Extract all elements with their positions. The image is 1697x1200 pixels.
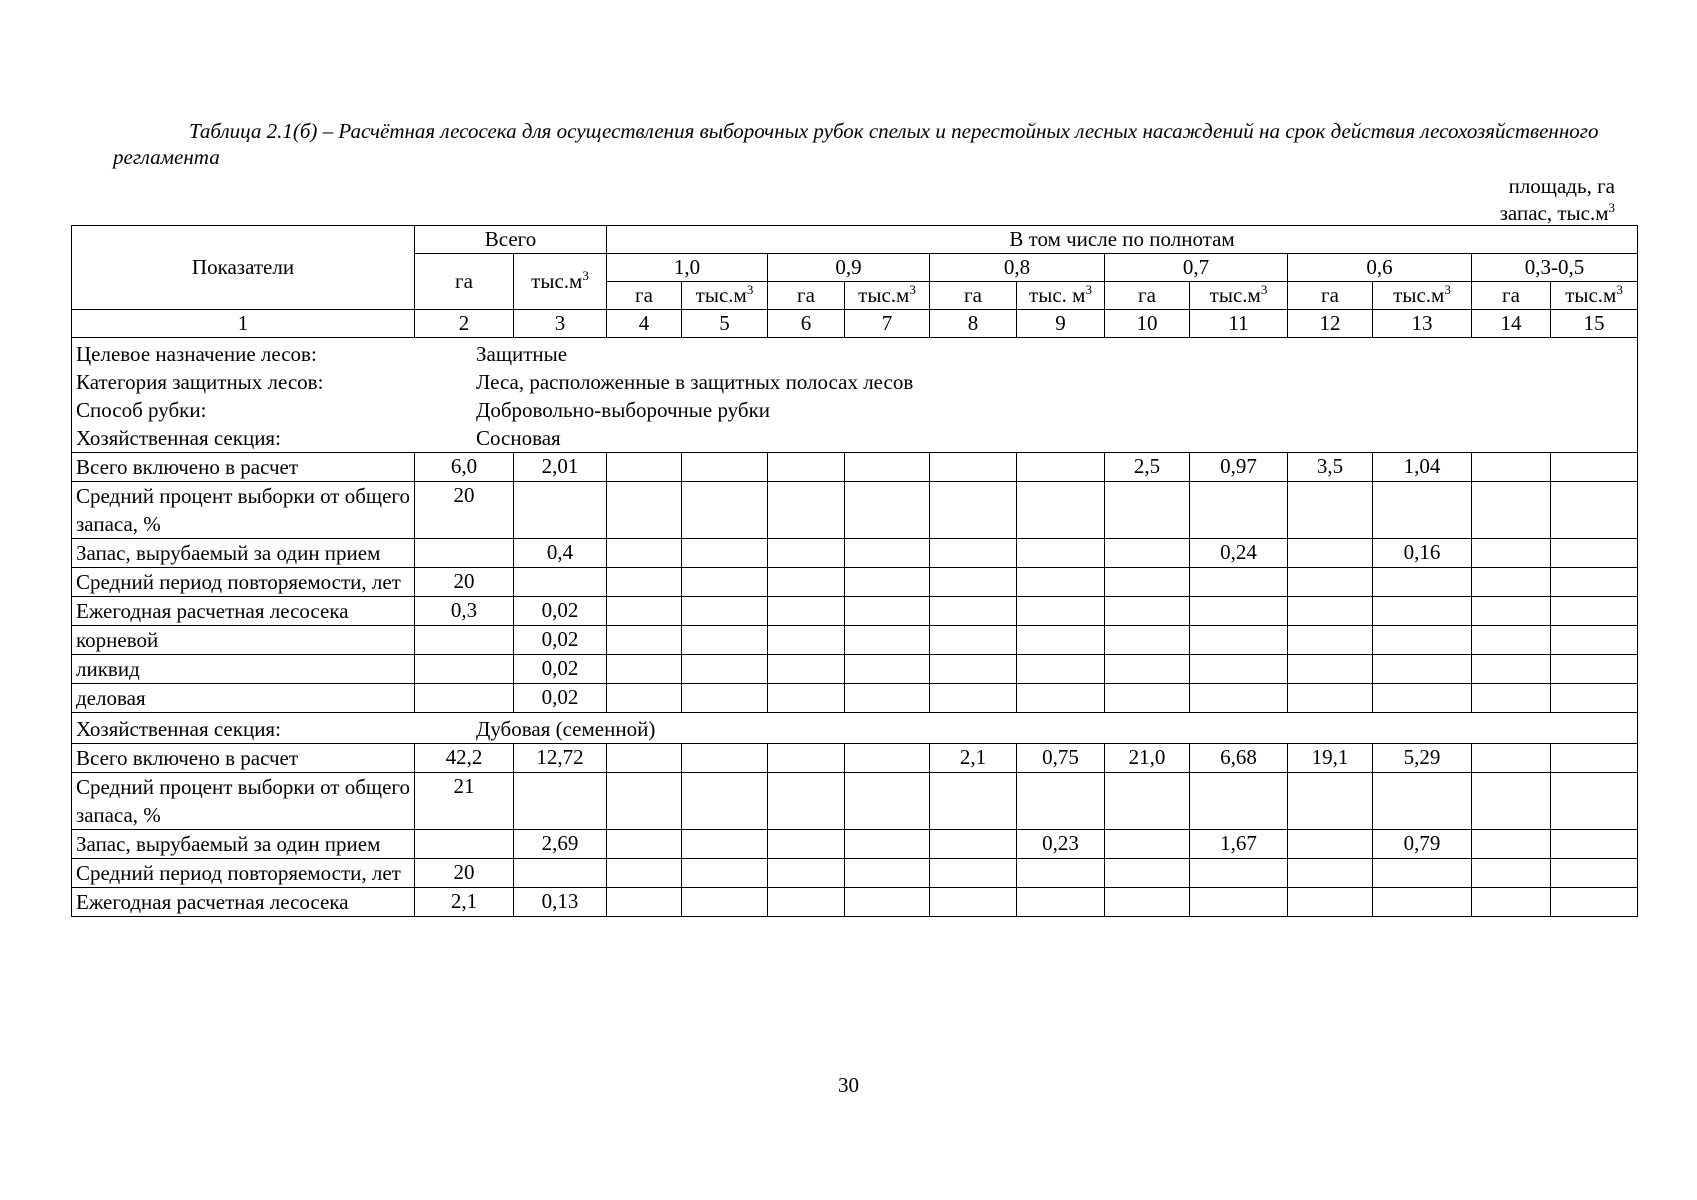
table-cell <box>1551 568 1638 597</box>
table-cell <box>514 859 607 888</box>
column-number: 15 <box>1551 310 1638 338</box>
table-cell <box>1105 830 1190 859</box>
table-cell <box>1288 773 1373 830</box>
table-cell: 19,1 <box>1288 744 1373 773</box>
table-cell <box>1017 597 1105 626</box>
column-number: 7 <box>845 310 930 338</box>
table-cell: 20 <box>415 859 514 888</box>
table-cell <box>845 859 930 888</box>
table-cell <box>930 655 1017 684</box>
table-cell <box>1105 773 1190 830</box>
info-value: Сосновая <box>476 426 561 450</box>
row-label: Ежегодная расчетная лесосека <box>72 597 415 626</box>
column-number: 1 <box>72 310 415 338</box>
header-unit-ha: га <box>930 282 1017 310</box>
table-cell <box>768 684 845 713</box>
table-cell <box>682 684 768 713</box>
table-cell <box>1017 568 1105 597</box>
table-cell <box>607 453 682 482</box>
table-cell <box>845 539 930 568</box>
table-row <box>72 453 1638 482</box>
table-cell <box>845 684 930 713</box>
table-cell <box>930 482 1017 539</box>
header-by-density: В том числе по полнотам <box>607 226 1638 254</box>
lesoseka-table <box>71 225 1638 917</box>
table-cell <box>607 655 682 684</box>
header-unit-ha: га <box>1105 282 1190 310</box>
table-cell <box>1017 773 1105 830</box>
table-cell <box>607 830 682 859</box>
table-cell: 0,23 <box>1017 830 1105 859</box>
table-cell <box>1105 859 1190 888</box>
column-number: 11 <box>1190 310 1288 338</box>
table-cell <box>1472 453 1551 482</box>
units-stock-text: запас, тыс.м <box>1499 201 1609 225</box>
table-cell <box>1472 655 1551 684</box>
table-cell <box>607 684 682 713</box>
table-cell <box>845 830 930 859</box>
table-row <box>72 626 1638 655</box>
table-cell <box>1105 568 1190 597</box>
table-cell <box>607 859 682 888</box>
units-area: площадь, га <box>1508 174 1615 198</box>
unit-sup: 3 <box>582 268 589 283</box>
row-label: Запас, вырубаемый за один прием <box>72 830 415 859</box>
table-cell <box>1288 888 1373 917</box>
table-cell: 0,97 <box>1190 453 1288 482</box>
table-cell <box>1105 482 1190 539</box>
table-cell <box>1472 684 1551 713</box>
table-cell: 21 <box>415 773 514 830</box>
table-cell: 0,02 <box>514 655 607 684</box>
table-cell <box>845 888 930 917</box>
table-row <box>72 482 1638 539</box>
row-label: Всего включено в расчет <box>72 744 415 773</box>
table-cell <box>768 830 845 859</box>
table-cell <box>1017 482 1105 539</box>
table-cell: 0,79 <box>1373 830 1472 859</box>
page-number: 30 <box>838 1073 859 1097</box>
table-cell: 0,02 <box>514 684 607 713</box>
section-info <box>72 713 1638 744</box>
info-key: Способ рубки: <box>76 398 207 422</box>
info-key: Хозяйственная секция: <box>76 426 281 450</box>
header-unit-thous-m3 <box>1190 282 1288 310</box>
table-cell <box>1472 744 1551 773</box>
header-density-2: 0,9 <box>768 254 930 282</box>
table-cell: 42,2 <box>415 744 514 773</box>
row-label: Средний период повторяемости, лет <box>72 859 415 888</box>
unit-sup: 3 <box>1616 282 1623 297</box>
table-cell <box>682 655 768 684</box>
table-row <box>72 539 1638 568</box>
table-cell <box>845 453 930 482</box>
table-cell <box>1190 597 1288 626</box>
row-label: Средний процент выборки от общего запаса, % <box>72 773 415 830</box>
table-cell <box>1288 482 1373 539</box>
unit-text: тыс.м <box>1565 283 1617 307</box>
table-cell <box>1288 539 1373 568</box>
table-cell <box>930 684 1017 713</box>
table-cell <box>607 568 682 597</box>
table-caption: Таблица 2.1(б) – Расчётная лесосека для осуществления выборочных рубок спелых и перестойных лесных насаждений на срок действия лесохозяйственного регламента <box>113 119 1599 169</box>
table-cell <box>845 773 930 830</box>
info-key: Хозяйственная секция: <box>76 717 281 741</box>
table-row <box>72 684 1638 713</box>
row-label: Ежегодная расчетная лесосека <box>72 888 415 917</box>
unit-sup: 3 <box>746 282 754 297</box>
row-label: Запас, вырубаемый за один прием <box>72 539 415 568</box>
table-cell <box>1551 597 1638 626</box>
table-cell: 21,0 <box>1105 744 1190 773</box>
info-key: Категория защитных лесов: <box>76 370 324 394</box>
table-cell <box>415 626 514 655</box>
table-cell <box>514 482 607 539</box>
row-label: ликвид <box>72 655 415 684</box>
table-cell <box>1288 597 1373 626</box>
info-value: Леса, расположенные в защитных полосах лесов <box>476 370 914 394</box>
table-cell: 1,67 <box>1190 830 1288 859</box>
unit-text: тыс. м <box>1029 283 1086 307</box>
table-cell <box>682 568 768 597</box>
table-cell <box>1017 859 1105 888</box>
info-line <box>76 368 1633 396</box>
table-cell <box>768 626 845 655</box>
table-cell <box>1288 684 1373 713</box>
header-density-4: 0,7 <box>1105 254 1288 282</box>
units-stock-sup: 3 <box>1608 200 1615 215</box>
table-cell <box>930 626 1017 655</box>
table-cell <box>1472 568 1551 597</box>
table-cell: 5,29 <box>1373 744 1472 773</box>
table-cell <box>845 744 930 773</box>
table-cell <box>930 888 1017 917</box>
header-density-3: 0,8 <box>930 254 1105 282</box>
column-number: 6 <box>768 310 845 338</box>
table-cell <box>1373 597 1472 626</box>
table-cell <box>1551 626 1638 655</box>
column-number-row <box>72 310 1638 338</box>
table-cell <box>1017 655 1105 684</box>
table-cell: 2,1 <box>415 888 514 917</box>
column-number: 13 <box>1373 310 1472 338</box>
table-cell <box>607 626 682 655</box>
info-line <box>76 424 1633 452</box>
column-number: 12 <box>1288 310 1373 338</box>
table-cell <box>1190 773 1288 830</box>
table-cell <box>1551 859 1638 888</box>
table-cell <box>1373 655 1472 684</box>
header-row-1 <box>72 226 1638 254</box>
row-label: корневой <box>72 626 415 655</box>
table-cell <box>768 655 845 684</box>
table-cell <box>1551 482 1638 539</box>
column-number: 4 <box>607 310 682 338</box>
table-cell: 0,3 <box>415 597 514 626</box>
table-cell: 20 <box>415 568 514 597</box>
info-line <box>76 340 1633 368</box>
header-total-ha: га <box>415 254 514 310</box>
header-density-1: 1,0 <box>607 254 768 282</box>
table-cell <box>682 539 768 568</box>
table-cell: 6,68 <box>1190 744 1288 773</box>
table-cell <box>607 482 682 539</box>
table-cell <box>930 568 1017 597</box>
table-cell: 0,13 <box>514 888 607 917</box>
table-cell <box>1373 568 1472 597</box>
table-cell <box>1551 539 1638 568</box>
table-cell: 12,72 <box>514 744 607 773</box>
header-unit-ha: га <box>768 282 845 310</box>
info-line <box>76 396 1633 424</box>
table-cell <box>1551 684 1638 713</box>
table-cell <box>607 539 682 568</box>
section-info-row <box>72 713 1638 744</box>
row-label: Средний процент выборки от общего запаса, % <box>72 482 415 539</box>
info-line <box>76 715 1633 743</box>
table-cell <box>1472 626 1551 655</box>
table-cell <box>682 830 768 859</box>
table-cell <box>1551 888 1638 917</box>
table-cell <box>682 744 768 773</box>
info-value: Дубовая (семенной) <box>476 717 656 741</box>
table-cell: 2,1 <box>930 744 1017 773</box>
table-cell <box>682 859 768 888</box>
table-cell: 1,04 <box>1373 453 1472 482</box>
header-unit-ha: га <box>1288 282 1373 310</box>
header-unit-thous-m3 <box>1017 282 1105 310</box>
table-cell <box>768 859 845 888</box>
table-row <box>72 597 1638 626</box>
table-cell <box>1288 626 1373 655</box>
table-cell <box>845 655 930 684</box>
table-cell <box>1551 453 1638 482</box>
table-cell <box>1105 626 1190 655</box>
row-label: Всего включено в расчет <box>72 453 415 482</box>
table-cell: 0,02 <box>514 597 607 626</box>
table-cell <box>1190 568 1288 597</box>
table-cell <box>930 453 1017 482</box>
table-cell <box>1190 655 1288 684</box>
table-row <box>72 830 1638 859</box>
table-cell <box>768 597 845 626</box>
table-cell <box>1105 539 1190 568</box>
table-cell <box>1288 655 1373 684</box>
row-label: деловая <box>72 684 415 713</box>
header-unit-thous-m3 <box>845 282 930 310</box>
header-unit-ha: га <box>1472 282 1551 310</box>
table-cell <box>1472 773 1551 830</box>
table-cell: 2,5 <box>1105 453 1190 482</box>
info-value: Добровольно-выборочные рубки <box>476 398 771 422</box>
table-cell <box>1288 859 1373 888</box>
table-cell <box>768 888 845 917</box>
header-unit-thous-m3 <box>1551 282 1638 310</box>
table-row <box>72 655 1638 684</box>
table-cell <box>1105 888 1190 917</box>
table-cell <box>1472 482 1551 539</box>
table-cell <box>1190 859 1288 888</box>
table-cell <box>1472 539 1551 568</box>
table-row <box>72 859 1638 888</box>
table-cell: 0,4 <box>514 539 607 568</box>
table-cell <box>1017 888 1105 917</box>
table-cell <box>1288 568 1373 597</box>
info-key: Целевое назначение лесов: <box>76 342 317 366</box>
table-cell <box>845 568 930 597</box>
table-cell <box>1472 859 1551 888</box>
table-cell <box>1017 626 1105 655</box>
unit-sup: 3 <box>1444 282 1451 297</box>
section-info <box>72 338 1638 453</box>
table-cell <box>607 773 682 830</box>
table-row <box>72 568 1638 597</box>
table-cell <box>1190 684 1288 713</box>
table-cell <box>845 626 930 655</box>
table-cell <box>1288 830 1373 859</box>
table-cell <box>930 539 1017 568</box>
table-cell <box>1551 830 1638 859</box>
table-cell <box>1472 888 1551 917</box>
table-cell: 0,02 <box>514 626 607 655</box>
table-cell <box>415 655 514 684</box>
column-number: 5 <box>682 310 768 338</box>
table-cell <box>415 539 514 568</box>
table-cell <box>1373 859 1472 888</box>
table-row <box>72 744 1638 773</box>
units-stock <box>1500 200 1615 227</box>
table-cell <box>930 597 1017 626</box>
table-cell <box>1190 888 1288 917</box>
table-cell <box>1190 626 1288 655</box>
table-cell <box>682 597 768 626</box>
table-cell <box>1472 830 1551 859</box>
unit-sup: 3 <box>1085 282 1092 297</box>
unit-text: тыс.м <box>531 269 583 293</box>
table-row <box>72 888 1638 917</box>
table-cell <box>1105 597 1190 626</box>
table-cell <box>845 482 930 539</box>
table-cell: 0,16 <box>1373 539 1472 568</box>
table-cell <box>415 830 514 859</box>
table-cell <box>1017 539 1105 568</box>
table-cell <box>1373 684 1472 713</box>
table-cell: 20 <box>415 482 514 539</box>
unit-sup: 3 <box>1260 282 1268 297</box>
table-cell <box>768 773 845 830</box>
table-cell: 2,69 <box>514 830 607 859</box>
header-indicators: Показатели <box>72 226 415 310</box>
column-number: 9 <box>1017 310 1105 338</box>
table-cell: 0,24 <box>1190 539 1288 568</box>
table-cell <box>607 597 682 626</box>
table-cell <box>1373 888 1472 917</box>
table-cell: 2,01 <box>514 453 607 482</box>
table-cell <box>768 744 845 773</box>
table-cell <box>682 453 768 482</box>
table-cell <box>682 773 768 830</box>
table-cell: 3,5 <box>1288 453 1373 482</box>
table-cell <box>682 482 768 539</box>
table-cell <box>768 482 845 539</box>
table-cell <box>1373 482 1472 539</box>
header-total-thous-m3 <box>514 254 607 310</box>
table-cell <box>1017 453 1105 482</box>
table-cell <box>514 773 607 830</box>
unit-text: тыс.м <box>695 283 747 307</box>
table-cell: 0,75 <box>1017 744 1105 773</box>
table-cell <box>607 888 682 917</box>
table-cell <box>1551 744 1638 773</box>
unit-text: тыс.м <box>1393 283 1445 307</box>
column-number: 2 <box>415 310 514 338</box>
table-cell <box>768 539 845 568</box>
units-note <box>1500 173 1615 227</box>
table-cell <box>1190 482 1288 539</box>
table-cell <box>1551 655 1638 684</box>
table-cell <box>1472 597 1551 626</box>
table-cell <box>682 888 768 917</box>
table-cell <box>514 568 607 597</box>
column-number: 3 <box>514 310 607 338</box>
table-cell <box>1373 626 1472 655</box>
header-unit-thous-m3 <box>1373 282 1472 310</box>
table-cell <box>1105 684 1190 713</box>
table-cell <box>930 830 1017 859</box>
table-row <box>72 773 1638 830</box>
header-unit-thous-m3 <box>682 282 768 310</box>
table-cell <box>1105 655 1190 684</box>
table-cell <box>1017 684 1105 713</box>
table-cell <box>930 859 1017 888</box>
row-label: Средний период повторяемости, лет <box>72 568 415 597</box>
table-cell <box>845 597 930 626</box>
unit-text: тыс.м <box>1209 283 1261 307</box>
table-cell <box>768 568 845 597</box>
header-density-5: 0,6 <box>1288 254 1472 282</box>
unit-sup: 3 <box>909 282 916 297</box>
header-unit-ha: га <box>607 282 682 310</box>
column-number: 8 <box>930 310 1017 338</box>
table-cell <box>682 626 768 655</box>
table-cell <box>1551 773 1638 830</box>
column-number: 14 <box>1472 310 1551 338</box>
table-cell <box>415 684 514 713</box>
table-cell <box>930 773 1017 830</box>
column-number: 10 <box>1105 310 1190 338</box>
header-total: Всего <box>415 226 607 254</box>
table-cell: 6,0 <box>415 453 514 482</box>
section-info-row <box>72 338 1638 453</box>
header-density-6: 0,3-0,5 <box>1472 254 1638 282</box>
unit-text: тыс.м <box>858 283 910 307</box>
table-cell <box>607 744 682 773</box>
info-value: Защитные <box>476 342 568 366</box>
table-cell <box>1373 773 1472 830</box>
table-cell <box>768 453 845 482</box>
